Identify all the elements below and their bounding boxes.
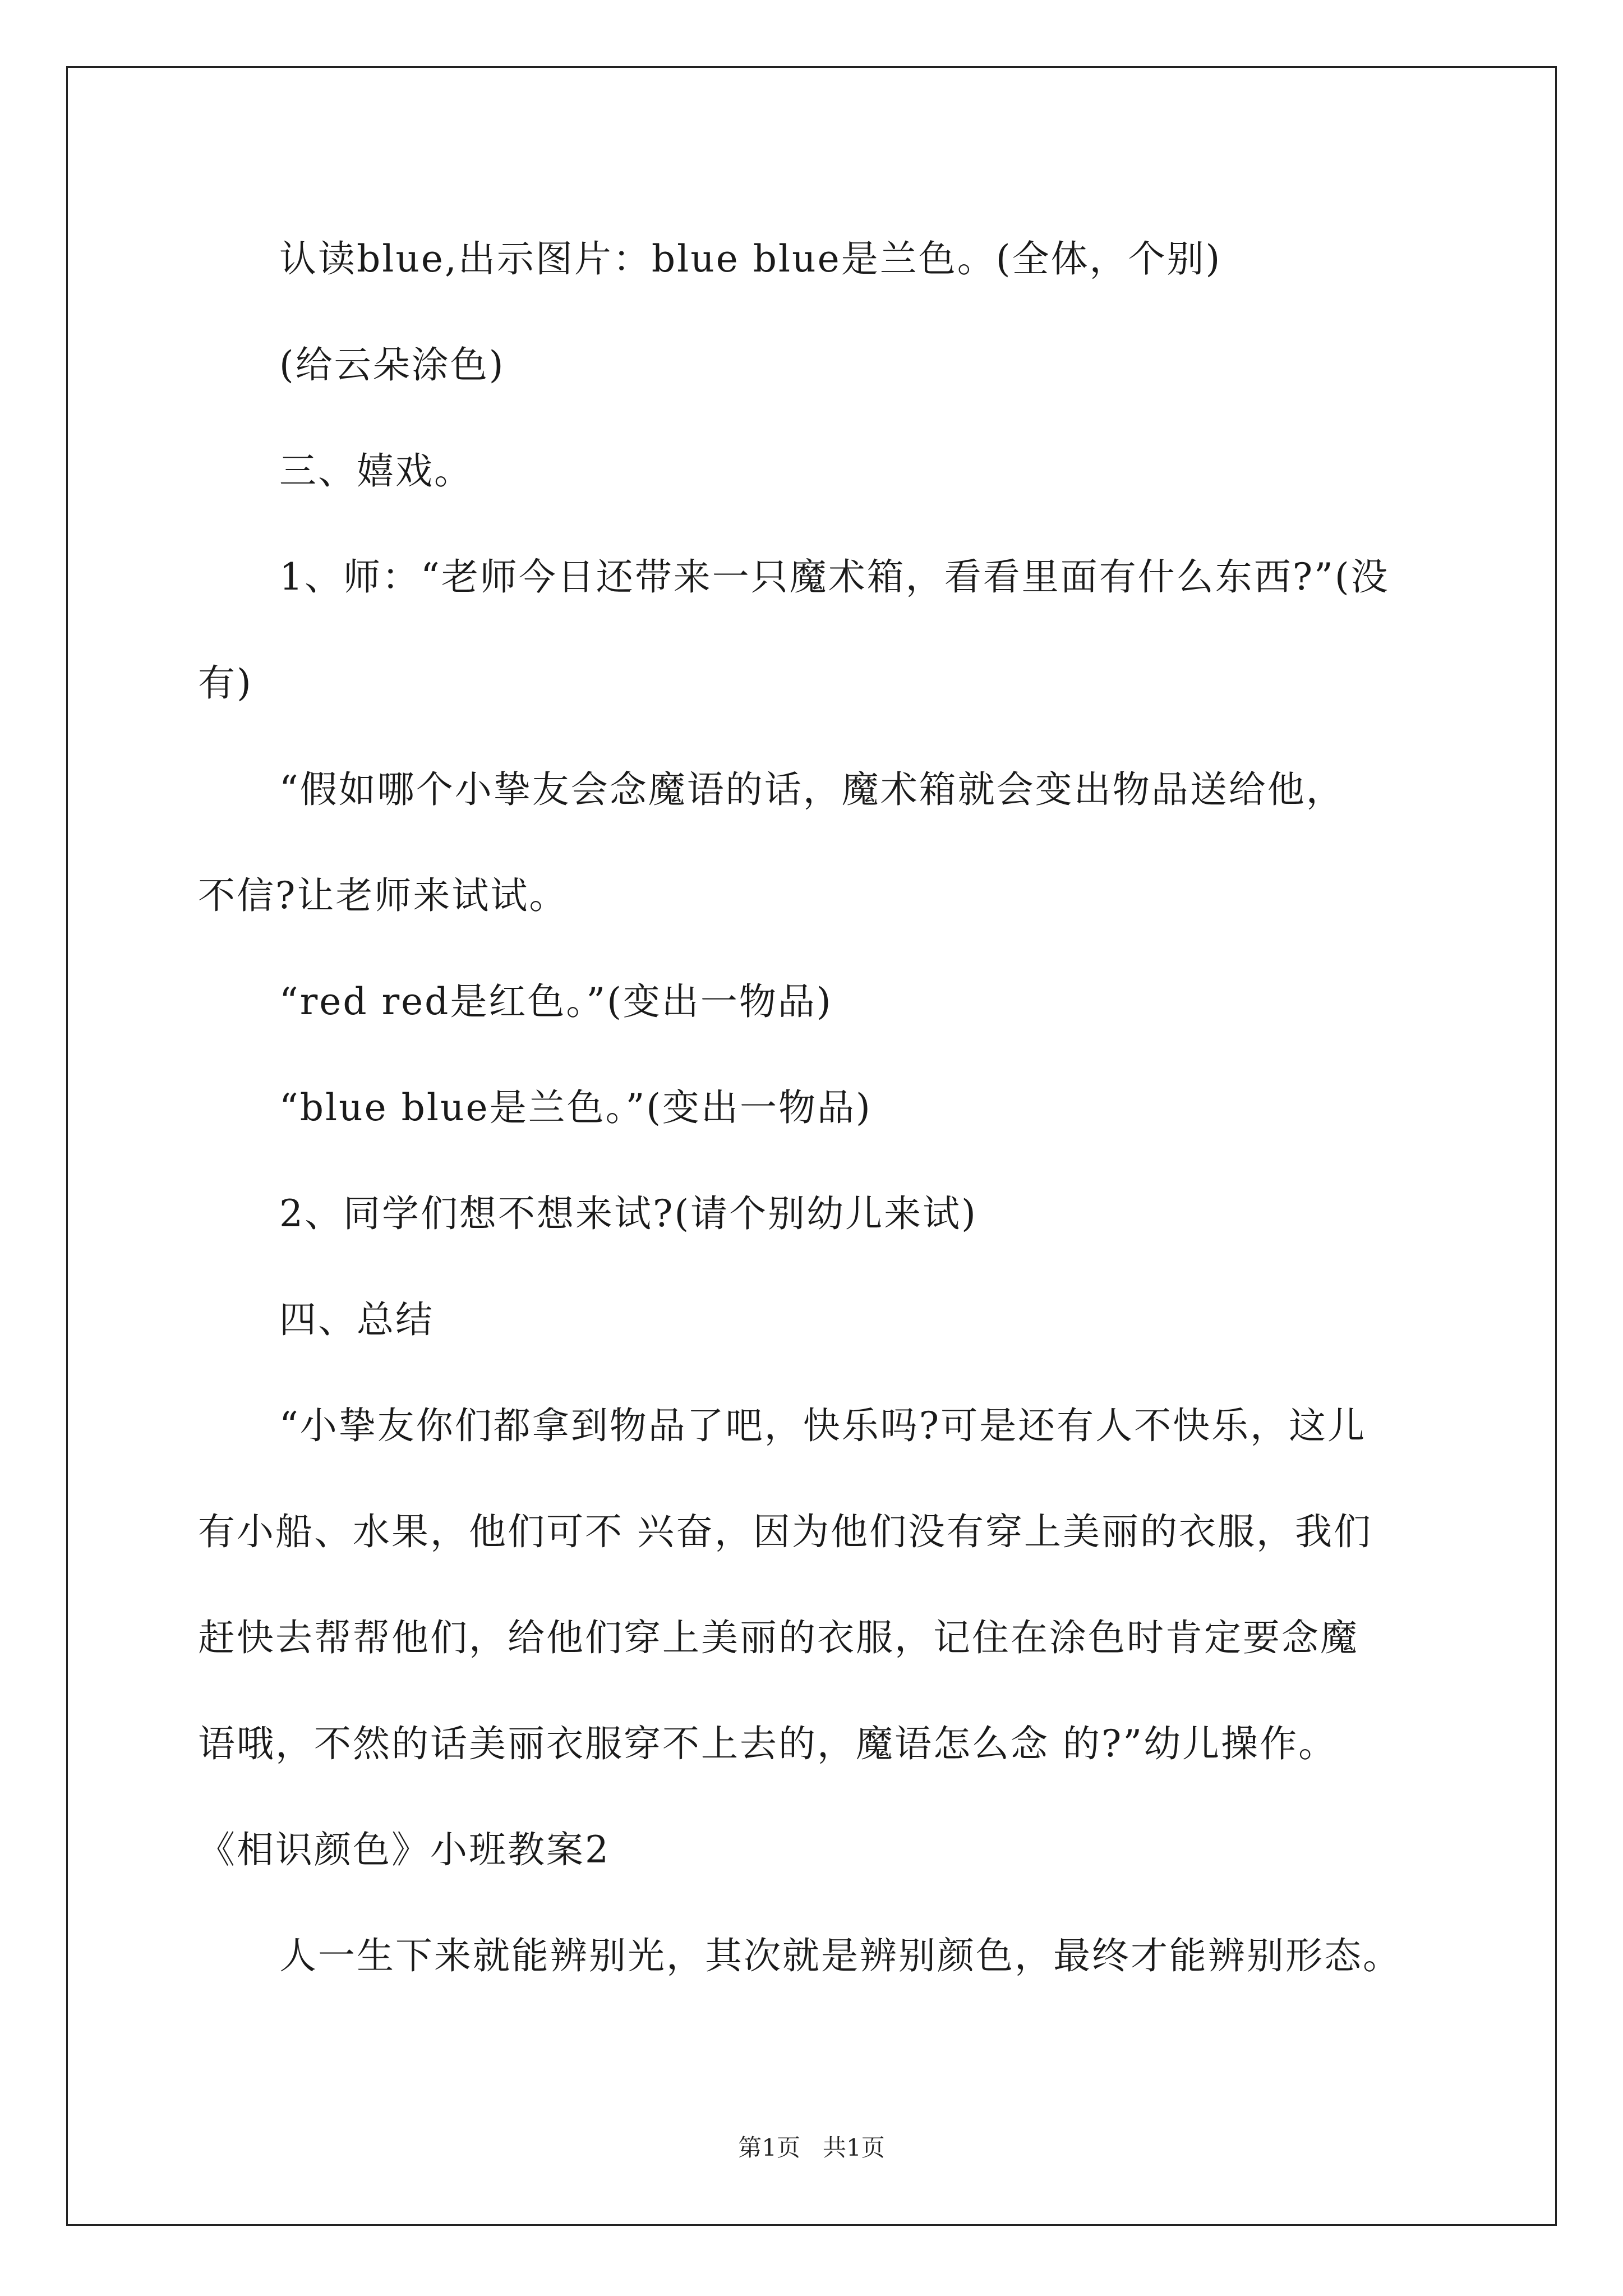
paragraph-line: (给云朵涂色) — [279, 343, 505, 386]
section-heading: 四、总结 — [279, 1298, 434, 1341]
paragraph-line: “red red是红色。”(变出一物品) — [279, 980, 833, 1023]
paragraph-line: 1、师：“老师今日还带来一只魔术箱，看看里面有什么东西?”(没 — [279, 555, 1390, 599]
paragraph-line: 不信?让老师来试试。 — [198, 874, 568, 917]
paragraph-line: 语哦，不然的话美丽衣服穿不上去的，魔语怎么念 的?”幼儿操作。 — [198, 1722, 1338, 1765]
paragraph-line: “小挚友你们都拿到物品了吧，快乐吗?可是还有人不快乐，这儿 — [279, 1404, 1367, 1447]
document-title: 《相识颜色》小班教案2 — [198, 1828, 610, 1871]
page-footer — [0, 2129, 1623, 2163]
paragraph-line: “blue blue是兰色。”(变出一物品) — [279, 1086, 872, 1129]
paragraph-line: 认读blue,出示图片：blue blue是兰色。(全体，个别) — [279, 237, 1222, 280]
page-number: 第1页 — [738, 2134, 800, 2161]
page-border — [66, 66, 1557, 2226]
section-heading: 三、嬉戏。 — [279, 449, 473, 493]
paragraph-line: 人一生下来就能辨别光，其次就是辨别颜色，最终才能辨别形态。 — [279, 1934, 1401, 1977]
paragraph-line: 有) — [198, 661, 253, 705]
paragraph-line: 赶快去帮帮他们，给他们穿上美丽的衣服，记住在涂色时肯定要念魔 — [198, 1616, 1359, 1659]
page-total: 共1页 — [823, 2134, 885, 2161]
paragraph-line: 2、同学们想不想来试?(请个别幼儿来试) — [279, 1192, 978, 1235]
paragraph-line: “假如哪个小挚友会念魔语的话，魔术箱就会变出物品送给他， — [279, 768, 1345, 811]
paragraph-line: 有小船、水果，他们可不 兴奋，因为他们没有穿上美丽的衣服，我们 — [198, 1510, 1372, 1553]
